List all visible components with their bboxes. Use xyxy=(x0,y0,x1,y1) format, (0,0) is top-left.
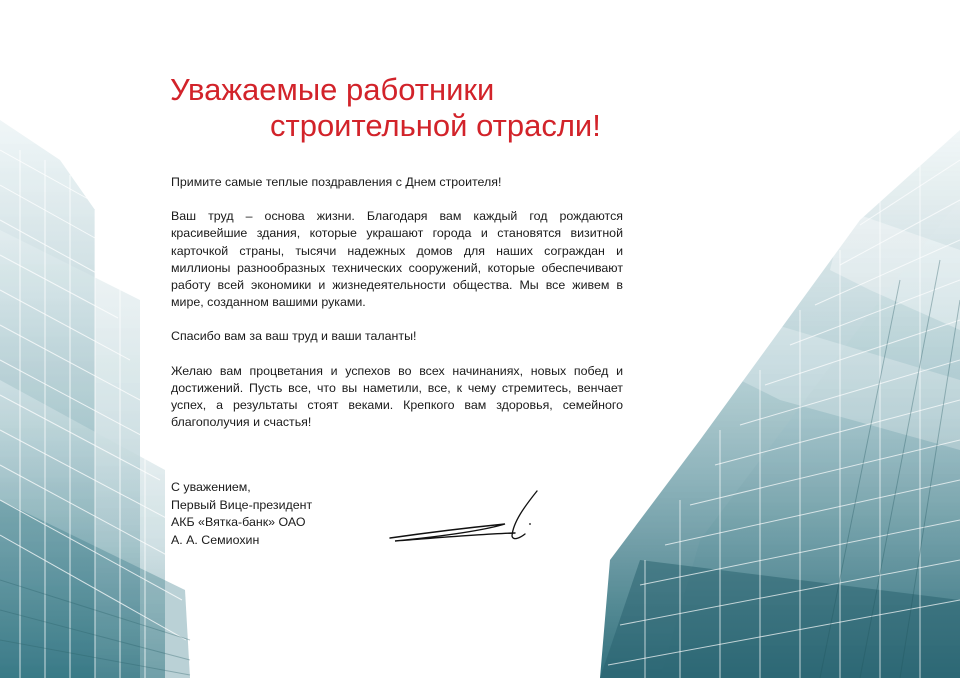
left-building xyxy=(0,120,190,678)
signer-name: А. А. Семиохин xyxy=(171,532,260,547)
signer-organization: АКБ «Вятка-банк» ОАО xyxy=(171,515,306,530)
signer-position: Первый Вице-президент xyxy=(171,497,313,512)
heading-line-2: строительной отрасли! xyxy=(270,108,601,143)
body-paragraph-work: Ваш труд – основа жизни. Благодаря вам каждый год рождаются красивейшие здания, которые украшают города и становятся визитной карточкой страны, тысячи надежных домов для наших сограждан и миллионы разнообразных технических сооружений, которые обеспечивают работу всей экономики и жизнедеятельности общества. Мы все живем в мире, созданном вашими руками. xyxy=(171,209,623,310)
handwritten-signature xyxy=(385,486,550,548)
greeting-paragraph: Примите самые теплые поздравления с Днем строителя! xyxy=(171,175,502,189)
letter-body xyxy=(171,174,623,448)
letter-closing xyxy=(171,479,312,549)
right-building xyxy=(600,130,960,678)
letter-heading xyxy=(170,72,690,144)
body-paragraph-thanks: Спасибо вам за ваш труд и ваши таланты! xyxy=(171,329,417,344)
closing-regards: С уважением, xyxy=(171,480,251,494)
heading-line-1: Уважаемые работники xyxy=(170,72,495,107)
body-paragraph-wishes: Желаю вам процветания и успехов во всех начинаниях, новых побед и достижений. Пусть все, что вы наметили, все, к чему стремитесь, венчает успех, а результаты стоят веками. Крепкого вам здоровья, семейного благополучия и счастья! xyxy=(171,363,623,430)
